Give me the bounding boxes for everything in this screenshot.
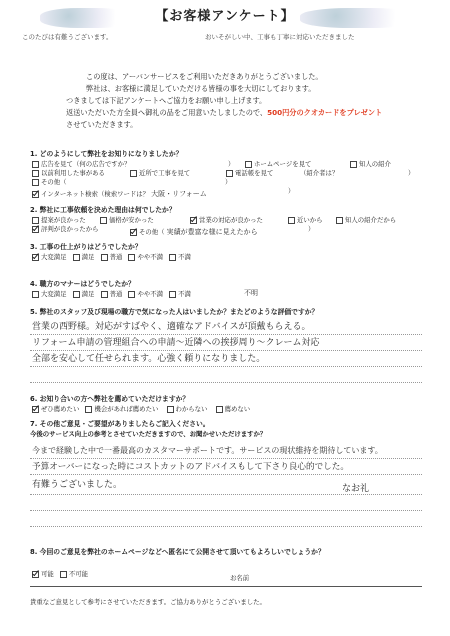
q4-title: 4. 職方のマナーはどうでしたか？ — [30, 280, 135, 288]
q2-row1-c — [190, 216, 263, 225]
q2-checkbox-price[interactable] — [100, 217, 107, 224]
q1-row2-referrer-close: ） — [408, 169, 415, 177]
q6-options — [32, 405, 250, 414]
q1-search-word-answer: 大阪・リフォーム — [151, 190, 207, 198]
q2-row1-d — [288, 216, 323, 225]
q5-answer-line2: リフォーム申請の管理組合への申請〜近隣への挨拶周り〜クレーム対応 — [32, 338, 320, 348]
name-rule — [30, 586, 422, 587]
q4-checkbox-dissatisfied[interactable] — [169, 291, 176, 298]
q4-opt-very-satisfied: 大変満足 — [41, 290, 67, 298]
q1-opt-internet: インターネット検索（検索ワードは？ — [41, 190, 150, 198]
q2-row2-close: ） — [308, 225, 315, 233]
q8-checkbox-not-allowed[interactable] — [60, 571, 67, 578]
q2-row1-b — [100, 216, 154, 225]
q3-opt-normal: 普通 — [109, 253, 123, 261]
answer-rule — [30, 526, 422, 527]
q1-checkbox-nearby[interactable] — [130, 170, 137, 177]
q2-checkbox-sales[interactable] — [190, 217, 197, 224]
q1-opt-friend: 知人の紹介 — [359, 160, 391, 168]
q7-subtitle: 今後のサービス向上の参考とさせていただきますので、お聞かせいただけますか？ — [30, 430, 267, 438]
q2-checkbox-proposal[interactable] — [32, 217, 39, 224]
q1-checkbox-homepage[interactable] — [245, 161, 252, 168]
q8-name-label: お名前 — [230, 574, 250, 582]
q6-opt-unsure: わからない — [175, 405, 208, 413]
q1-row4-close: ） — [288, 187, 295, 195]
answer-rule — [30, 474, 422, 475]
q2-opt-sales: 営業の対応が良かった — [199, 216, 263, 224]
q2-checkbox-friend[interactable] — [336, 217, 343, 224]
q4-opt-dissatisfied: 不満 — [178, 290, 191, 298]
q2-checkbox-near[interactable] — [288, 217, 295, 224]
q5-answer-line3: 全部を安心して任せられます。心強く頼りになりました。 — [32, 354, 266, 364]
q4-checkbox-normal[interactable] — [101, 291, 108, 298]
q2-checkbox-other[interactable] — [130, 229, 137, 236]
q2-row1-a — [32, 216, 86, 225]
answer-rule — [30, 510, 422, 511]
handwritten-note-line1: このたびは有難うございます。 — [22, 33, 113, 41]
answer-rule — [30, 382, 422, 383]
intro-line4-text: 返送いただいた方全員へ御礼の品をご用意いたしましたので、 — [66, 108, 268, 117]
q7-answer-line3: 有難うございました。 — [32, 480, 123, 490]
q4-opt-normal: 普通 — [109, 290, 123, 298]
q3-checkbox-slightly-dissatisfied[interactable] — [128, 254, 135, 261]
q3-opt-dissatisfied: 不満 — [178, 253, 191, 261]
q2-opt-near: 近いから — [297, 216, 323, 224]
q2-opt-proposal: 提案が良かった — [41, 216, 86, 224]
q4-opt-satisfied: 満足 — [81, 290, 95, 298]
intro-line5: させていただきます。 — [66, 120, 138, 129]
q7-answer-line1: 今まで経験した中で一番最高のカスタマーサポートです。サービスの現状維持を期待しています。 — [32, 446, 383, 455]
q3-checkbox-dissatisfied[interactable] — [169, 254, 176, 261]
q1-opt-nearby: 近所で工事を見て — [139, 169, 191, 177]
q1-row1-hp — [245, 160, 311, 169]
q4-checkbox-slightly-dissatisfied[interactable] — [128, 291, 135, 298]
q1-title: 1. どのようにして弊社をお知りになりましたか？ — [30, 150, 183, 158]
q3-opt-satisfied: 満足 — [81, 253, 95, 261]
q1-row3-close: ） — [225, 178, 232, 186]
q5-title: 5. 弊社のスタッフ及び現場の職方で気になった人はいましたか？またどのような評価ですか？ — [30, 308, 319, 316]
answer-rule — [30, 366, 422, 367]
q6-checkbox-no[interactable] — [216, 406, 223, 413]
handwritten-note-line2: おいそがしい中、工事も丁寧に対応いただきました — [205, 33, 355, 41]
q1-row1 — [32, 160, 130, 169]
q1-row2 — [32, 169, 105, 178]
q1-checkbox-phonebook[interactable] — [226, 170, 233, 177]
q8-opt-allowed: 可能 — [41, 570, 54, 578]
q1-row3 — [32, 178, 67, 187]
q3-title: 3. 工事の仕上がりはどうでしたか？ — [30, 243, 142, 251]
q1-opt-homepage: ホームページを見て — [254, 160, 312, 168]
redaction-scribble — [40, 8, 135, 28]
q2-opt-price: 価格が安かった — [109, 216, 154, 224]
q8-options — [32, 570, 88, 579]
page-title: 【お客様アンケート】 — [155, 9, 295, 24]
q4-options — [32, 290, 191, 299]
intro-line4 — [66, 108, 382, 118]
q6-title: 6. お知り合いの方へ弊社を薦めていただけますか？ — [30, 395, 190, 403]
q7-title: 7. その他ご意見・ご要望がありましたらご記入ください。 — [30, 420, 210, 428]
q1-opt-repeat: 以前利用した事がある — [41, 169, 105, 177]
q1-row1-close: ） — [228, 160, 235, 168]
intro-line1: この度は、アーバンサービスをご利用いただきありがとうございました。 — [86, 72, 323, 81]
q3-opt-slightly-dissatisfied: やや不満 — [137, 253, 164, 261]
q7-signature: なお礼 — [342, 484, 370, 494]
q1-row4 — [32, 187, 207, 201]
q1-row2-phonebook — [226, 169, 273, 178]
q2-row2-a — [32, 225, 99, 234]
q4-checkbox-very-satisfied[interactable] — [32, 291, 39, 298]
q1-row1-friend — [350, 160, 391, 169]
intro-line2: 弊社は、お客様に満足していただける皆様の事を大切にしております。 — [86, 84, 316, 93]
q6-checkbox-if-chance[interactable] — [85, 406, 92, 413]
q2-other-answer: 実績が豊富な様に見えたから — [166, 228, 258, 236]
q3-options — [32, 253, 191, 262]
q2-opt-other: その他（ — [139, 228, 165, 236]
q2-title: 2. 弊社に工事依頼を決めた理由は何でしたか？ — [30, 206, 176, 214]
q2-opt-friend: 知人の紹介だから — [345, 216, 397, 224]
answer-rule — [30, 350, 422, 351]
q6-opt-definitely: ぜひ薦めたい — [41, 405, 80, 413]
quo-card-highlight: 500円分のクオカードをプレゼント — [267, 108, 383, 117]
q8-title: 8. 今回のご意見を弊社のホームページなどへ匿名にて公開させて頂いてもよろしいでしょうか？ — [30, 548, 325, 556]
q1-checkbox-internet[interactable] — [32, 191, 39, 198]
q8-opt-not-allowed: 不可能 — [68, 570, 89, 578]
q1-checkbox-ad[interactable] — [32, 161, 39, 168]
q2-opt-reputation: 評判が良かったから — [41, 225, 99, 233]
footer-thanks: 貴重なご意見として参考にさせていただきます。ご協力ありがとうございました。 — [30, 598, 266, 606]
q4-handwritten-note: 不明 — [244, 289, 258, 297]
q8-checkbox-allowed[interactable] — [32, 571, 39, 578]
answer-rule — [30, 334, 422, 335]
q1-opt-other: その他（ — [41, 178, 67, 186]
q1-checkbox-repeat[interactable] — [32, 170, 39, 177]
q1-row2-referrer: （紹介者は？ — [300, 169, 339, 177]
q3-checkbox-normal[interactable] — [101, 254, 108, 261]
q3-opt-very-satisfied: 大変満足 — [41, 253, 67, 261]
q2-row1-e — [336, 216, 396, 225]
q1-checkbox-other[interactable] — [32, 179, 39, 186]
q2-row2-b — [130, 225, 258, 239]
q4-opt-slightly-dissatisfied: やや不満 — [137, 290, 164, 298]
q6-checkbox-definitely[interactable] — [32, 406, 39, 413]
q2-checkbox-reputation[interactable] — [32, 226, 39, 233]
q1-row2-nearby — [130, 169, 190, 178]
q6-opt-no: 薦めない — [224, 405, 251, 413]
q3-checkbox-very-satisfied[interactable] — [32, 254, 39, 261]
q4-checkbox-satisfied[interactable] — [73, 291, 80, 298]
q6-checkbox-unsure[interactable] — [167, 406, 174, 413]
answer-rule — [30, 458, 422, 459]
q5-answer-line1: 営業の西野様。対応がすばやく、適確なアドバイスが頂戴もらえる。 — [32, 322, 311, 332]
q7-answer-line2: 予算オーバーになった時にコストカットのアドバイスもして下さり良心的でした。 — [32, 462, 349, 472]
q6-opt-if-chance: 機会があれば薦めたい — [94, 405, 159, 413]
q3-checkbox-satisfied[interactable] — [73, 254, 80, 261]
intro-line3: つきましては下記アンケートへご協力をお願い申し上げます。 — [66, 96, 267, 105]
q1-opt-phonebook: 電話帳を見て — [235, 169, 274, 177]
q1-checkbox-friend[interactable] — [350, 161, 357, 168]
q1-opt-ad: 広告を見て（何の広告ですか？ — [41, 160, 131, 168]
answer-rule — [30, 494, 422, 495]
